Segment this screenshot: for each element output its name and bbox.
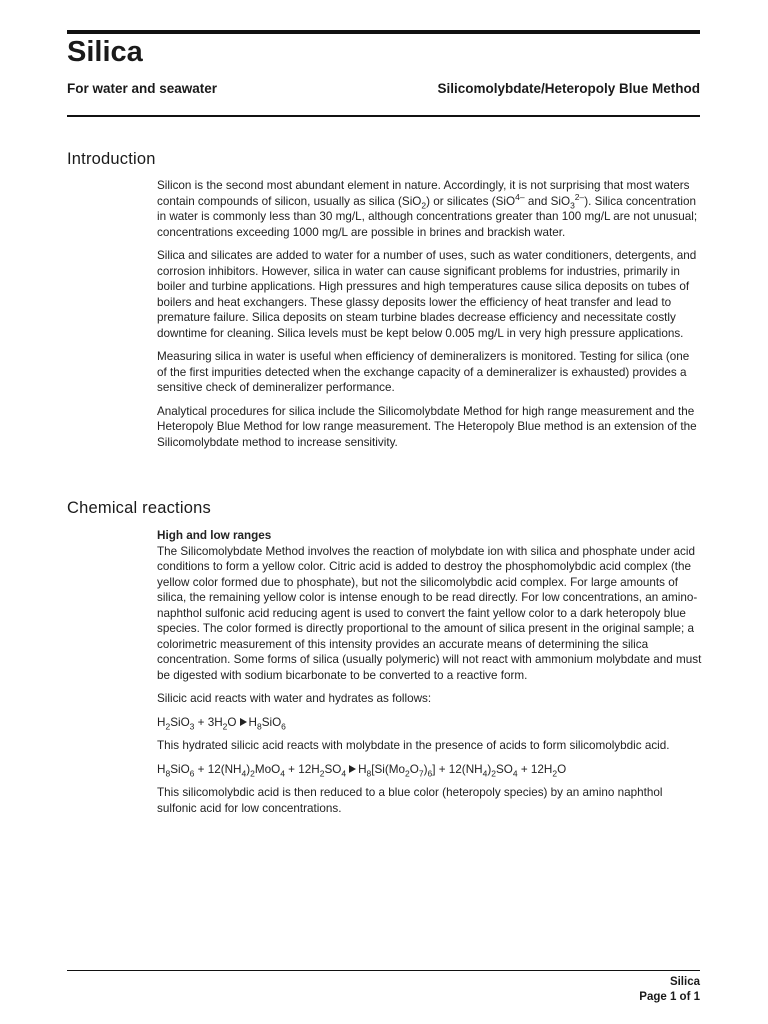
footer-title: Silica: [669, 976, 700, 988]
subtitle-right: Silicomolybdate/Heteropoly Blue Method: [437, 81, 700, 96]
introduction-body: [157, 178, 702, 458]
intro-paragraph-2: Silica and silicates are added to water for a number of uses, such as water conditioners, detergents, and corrosion inhibitors. However, silica in water can cause significant problems for industries, primarily in boiler and turbine applications. High pressures and high temperatures cause silica deposits on tubes of boilers and heat exchangers. These glassy deposits lower the efficiency of heat transfer and lead to premature failure. Silica deposits on steam turbine blades decrease efficiency and necessitate costly downtime for cleaning. Silica levels must be kept below 0.005 mg/L in very high pressure applications.: [157, 249, 697, 340]
equation-2: $H_8SiO_6 + 12(NH_4)_2MoO_4 + 12H_2SO_4$ $H_8[Si(Mo_2O_7)_6] + 12(NH_4)_2SO_4 + 12H_2O$: [157, 762, 567, 778]
page-title: Silica: [67, 36, 143, 68]
chemical-reactions-body: [157, 528, 702, 824]
intro-paragraph-1: Silicon is the second most abundant element in nature. Accordingly, it is not surprising that most waters contain compounds of silicon, usually as silica (SiO$_2$) or silicates (SiO$^{4-}$ and SiO$_3^{2-}$). Silica concentration in water is commonly less than 30 mg/L, although concentrations greater than 100 mg/L are not unusual; concentrations exceeding 1000 mg/L are possible in brines and brackish water.: [157, 179, 698, 239]
reaction-arrow-icon: [240, 718, 247, 726]
subtitle-left: For water and seawater: [67, 81, 218, 96]
reactions-paragraph-2: Silicic acid reacts with water and hydrates as follows:: [157, 692, 432, 705]
footer: [639, 975, 700, 1005]
ranges-subheading: High and low ranges: [157, 529, 272, 542]
footer-rule: [67, 970, 700, 971]
equation-1: $H_2SiO_3 + 3H_2O$ $H_8SiO_6$: [157, 715, 286, 731]
chemical-reactions-heading: Chemical reactions: [67, 499, 211, 517]
introduction-heading: Introduction: [67, 150, 156, 168]
reactions-paragraph-1: The Silicomolybdate Method involves the reaction of molybdate ion with silica and phosphate under acid conditions to form a yellow color. Citric acid is added to destroy the phosphomolybdic acid complex (the yellow color formed due to phosphate), but not the silicomolybdic acid complex. For large amounts of silica, the remaining yellow color is intense enough to be read directly. For low concentrations, an amino-naphthol sulfonic acid reducing agent is used to convert the faint yellow color to a dark heteropoly blue species. The color formed is directly proportional to the amount of silica present in the original sample; a colorimetric measurement of this intensity provides an accurate means of determining the silica concentration. Some forms of silica (usually polymeric) will not react with ammonium molybdate and must be digested with sodium bicarbonate to be converted to a reactive form.: [157, 544, 702, 682]
subtitle-rule: [67, 115, 700, 117]
reactions-paragraph-4: This silicomolybdic acid is then reduced to a blue color (heteropoly species) by an amino naphthol sulfonic acid for low concentrations.: [157, 786, 663, 815]
reactions-paragraph-3: This hydrated silicic acid reacts with molybdate in the presence of acids to form silicomolybdic acid.: [157, 739, 670, 752]
top-rule: [67, 30, 700, 34]
intro-paragraph-3: Measuring silica in water is useful when efficiency of demineralizers is monitored. Testing for silica (one of the first impurities detected when the exchange capacity of a demineralizer is exhausted) provides a sensitive check of demineralizer performance.: [157, 350, 690, 394]
page-number: Page 1 of 1: [639, 991, 700, 1003]
subtitle-row: [67, 81, 700, 97]
intro-paragraph-4: Analytical procedures for silica include the Silicomolybdate Method for high range measurement and the Heteropoly Blue Method for low range measurement. The Heteropoly Blue method is an extension of the Silicomolybdate method to increase sensitivity.: [157, 404, 697, 449]
reaction-arrow-icon: [349, 765, 356, 773]
